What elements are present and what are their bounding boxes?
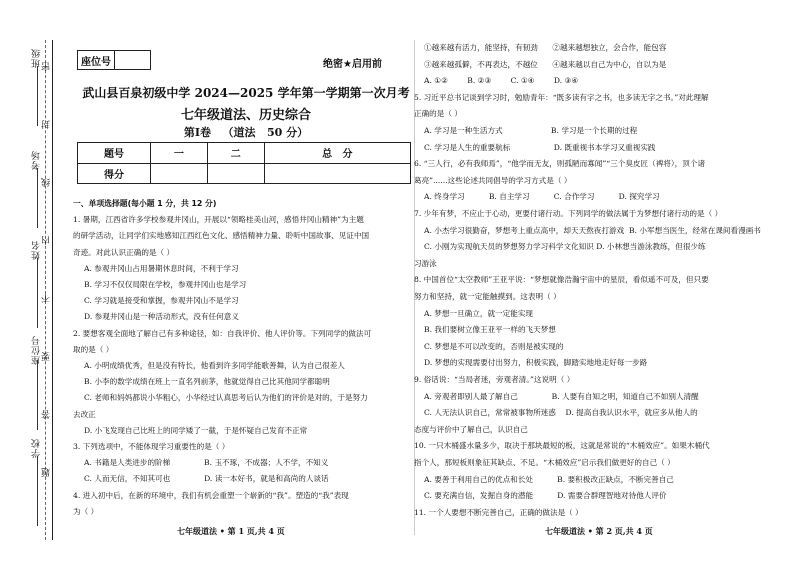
question-line: 的研学活动，让同学们实地感知江西红色文化、感悟精神力量、聆听中国故事、见证中国 — [73, 231, 370, 241]
question-line: 8. 中国首位“太空教师”王亚平说：“梦想就像浩瀚宇宙中的星辰，看似遥不可及，但只要 — [414, 275, 709, 285]
question-line: C. 小刚为实现航天员的梦想努力学习科学文化知识 D. 小林想当游泳教练，但很少练 — [424, 242, 706, 252]
question-line: 去改正 — [73, 409, 96, 419]
seat-number-label: 座位号 — [78, 51, 115, 69]
seal-char: 内 — [42, 236, 52, 245]
seal-char: 要 — [42, 352, 52, 361]
score-cell: 总 分 — [264, 143, 410, 164]
section-heading: 一、单项选择题(每小题 1 分，共 12 分) — [73, 199, 217, 208]
room-fill-line[interactable] — [37, 168, 38, 228]
question-line: A. 小杰学习很勤奋，梦想考上重点高中，却天天熬夜打游戏 B. 小军想当医生，经常在课间看漫画书 — [424, 225, 761, 235]
seal-char: 答 — [42, 410, 52, 419]
seat-number-field[interactable] — [115, 51, 150, 69]
question-line: 6. “三人行，必有我师焉”，“他学而无友，则孤陋而寡闻”“三个臭皮匠（裨将），顶个诸 — [414, 159, 706, 169]
question-line: C. 人而无信，不知其可也 D. 读一本好书，就是和高尚的人谈话 — [84, 474, 329, 484]
question-line: 2. 要想客观全面地了解自己有多种途径，如：自我评价、他人评价等。下列同学的做法可 — [73, 328, 372, 338]
question-line: ①越来越有活力，能坚持，有韧劲 ②越来越想独立，会合作，能包容 — [424, 43, 667, 52]
footer-right: 七年级道法 • 第 2 页,共 4 页 — [545, 526, 653, 536]
question-line: A. 学习是一种生活方式 B. 学习是一个长期的过程 — [424, 126, 638, 135]
question-line: A. 小明成绩优秀，但是没有特长，他看到许多同学能歌善舞，认为自己很差人 — [84, 361, 345, 370]
question-line: B. 我们要树立像王亚平一样的飞天梦想 — [424, 325, 556, 335]
question-line: C. 人无法认识自己，常常被事物所迷惑 D. 提高自我认识水平，就应多从他人的 — [424, 408, 698, 418]
question-line: 1. 暑期，江西省许多学校参观井冈山，开展以“领略桂美山河，感悟井冈山精神”为主题 — [73, 215, 364, 225]
question-line: D. 参观井冈山是一种活动形式，没有任何意义 — [84, 312, 239, 322]
question-line: A. 梦想一旦确立，就一定能实现 — [424, 308, 534, 318]
margin-label-name: 姓名 — [32, 240, 42, 260]
question-line: A. 书籍是人类进步的阶梯 B. 玉不琢，不成器；人不学，不知义 — [84, 458, 329, 468]
score-table — [77, 142, 411, 184]
question-line: 努力和坚持，就一定能触摸到。这表明（ ） — [414, 292, 561, 301]
score-input-cell[interactable] — [207, 163, 264, 184]
seal-char: 线 — [42, 178, 52, 187]
seat-number-box — [77, 50, 151, 70]
question-line: B. 小李的数学成绩在班上一直名列前茅，他就觉得自己比其他同学都聪明 — [84, 377, 330, 387]
score-cell: 题号 — [78, 143, 151, 164]
question-line: 葛亮”......这些论述共同倡导的学习方式是（ ） — [414, 175, 572, 185]
question-line: A. 要善于利用自己的优点和长处 B. 要积极改正缺点，不断完善自己 — [424, 474, 674, 484]
score-row-values — [78, 163, 411, 184]
question-line: 正确的是（ ） — [414, 109, 462, 119]
question-line: 7. 少年有梦，不应止于心动，更要付诸行动。下列同学的做法属于为梦想付诸行动的是（ ） — [414, 209, 723, 218]
question-line: B. 学习不仅仅局限在学校，参观井冈山也是学习 — [84, 280, 247, 289]
question-line: D. 小飞发现自己比班上的同学矮了一截，于是怀疑自己发育不正常 — [84, 425, 308, 435]
name-fill-line[interactable] — [37, 258, 38, 328]
exam-title: 武山县百泉初级中学 2024—2025 学年第一学期第一次月考 — [82, 86, 410, 100]
paper-part: 第Ⅰ卷 （道法 50 分） — [183, 126, 309, 139]
question-line: A. 终身学习 B. 自主学习 C. 合作学习 D. 探究学习 — [424, 192, 660, 202]
question-line: 为（ ） — [73, 506, 99, 516]
question-line: C. 老师和妈妈都说小华粗心，小华经过认真思考后认为他们的评价是对的，于是努力 — [84, 393, 368, 403]
school-fill-line[interactable] — [37, 456, 38, 526]
score-cell: 一 — [151, 143, 208, 164]
binding-dashed-line — [45, 40, 46, 540]
question-line: A. ①② B. ②③ C. ①④ D. ③④ — [424, 76, 579, 86]
binding-solid-line — [52, 40, 53, 540]
score-cell: 得分 — [78, 163, 151, 184]
question-line: 习游泳 — [414, 258, 437, 268]
question-line: 态度与评价中了解自己，认识自己 — [414, 424, 528, 434]
question-line: 3. 下列选项中，不能体现学习重要性的是（ ） — [73, 442, 230, 451]
question-line: 5. 习近平总书记谈到学习时，勉励青年：“既多读有字之书，也多读无字之书。”对此理解 — [414, 92, 709, 102]
question-line: C. 学习就是接受和掌握，参观井冈山不是学习 — [84, 296, 239, 306]
score-row-header — [78, 143, 411, 164]
score-input-cell[interactable] — [151, 163, 208, 184]
question-line: C. 学习是人生的重要航标 D. 既重视书本学习又重视实践 — [424, 142, 656, 152]
score-cell: 二 — [207, 143, 264, 164]
margin-label-school: 学校 — [32, 438, 42, 458]
question-line: 11. 一个人要想不断完善自己，正确的做法是（ ） — [414, 507, 583, 517]
seal-char: 封 — [42, 120, 52, 129]
seal-char: 题 — [42, 468, 52, 477]
seal-char: 不 — [42, 294, 52, 303]
question-line: D. 梦想的实现需要付出努力，积极实践，脚踏实地地走好每一步路 — [424, 358, 648, 368]
seat-fill-line[interactable] — [37, 360, 38, 430]
question-line: 奇迹。对此认识正确的是（ ） — [73, 247, 175, 257]
question-line: 10. 一只木桶盛水量多少，取决于那块最短的板，这就是常说的“木桶效应”。如果木桶代 — [414, 441, 710, 451]
margin-label-room: 考场 — [32, 150, 42, 170]
seal-char: 密 — [42, 62, 52, 71]
margin-label-seat: 座位号 — [32, 335, 42, 365]
question-line: C. 要充满自信，发掘自身的潜能 D. 需要合群理智地对待他人评价 — [424, 491, 667, 501]
secret-mark: 绝密★启用前 — [323, 59, 382, 70]
class-fill-line[interactable] — [37, 66, 38, 126]
footer-left: 七年级道法 • 第 1 页,共 4 页 — [177, 526, 285, 536]
question-line: 指个人，那短板则象征其缺点、不足。“木桶效应”启示我们做更好的自己（ ） — [414, 458, 675, 467]
question-line: A. 旁观者即别人最了解自己 B. 人要有自知之明，知道自己不如别人清醒 — [424, 391, 699, 401]
score-input-cell[interactable] — [264, 163, 410, 184]
question-line: ③越来越孤僻，不再表达，不越位 ④越来越以自己为中心，自以为是 — [424, 59, 667, 69]
question-line: 9. 俗话说：“当局者迷，旁观者清。”这说明（ ） — [414, 375, 575, 384]
exam-subtitle: 七年级道法、历史综合 — [180, 108, 311, 123]
question-line: C. 梦想是不可以改变的，否则是被实现的 — [424, 341, 564, 351]
question-line: 4. 进入初中后，在新的环境中，我们有机会重塑一个崭新的“我”。塑造的“我”表现 — [73, 490, 349, 500]
question-line: A. 参观井冈山占用暑期休息时间，不利于学习 — [84, 263, 239, 273]
question-line: 取的是（ ） — [73, 344, 114, 354]
margin-label-class: 班级 — [32, 48, 42, 68]
